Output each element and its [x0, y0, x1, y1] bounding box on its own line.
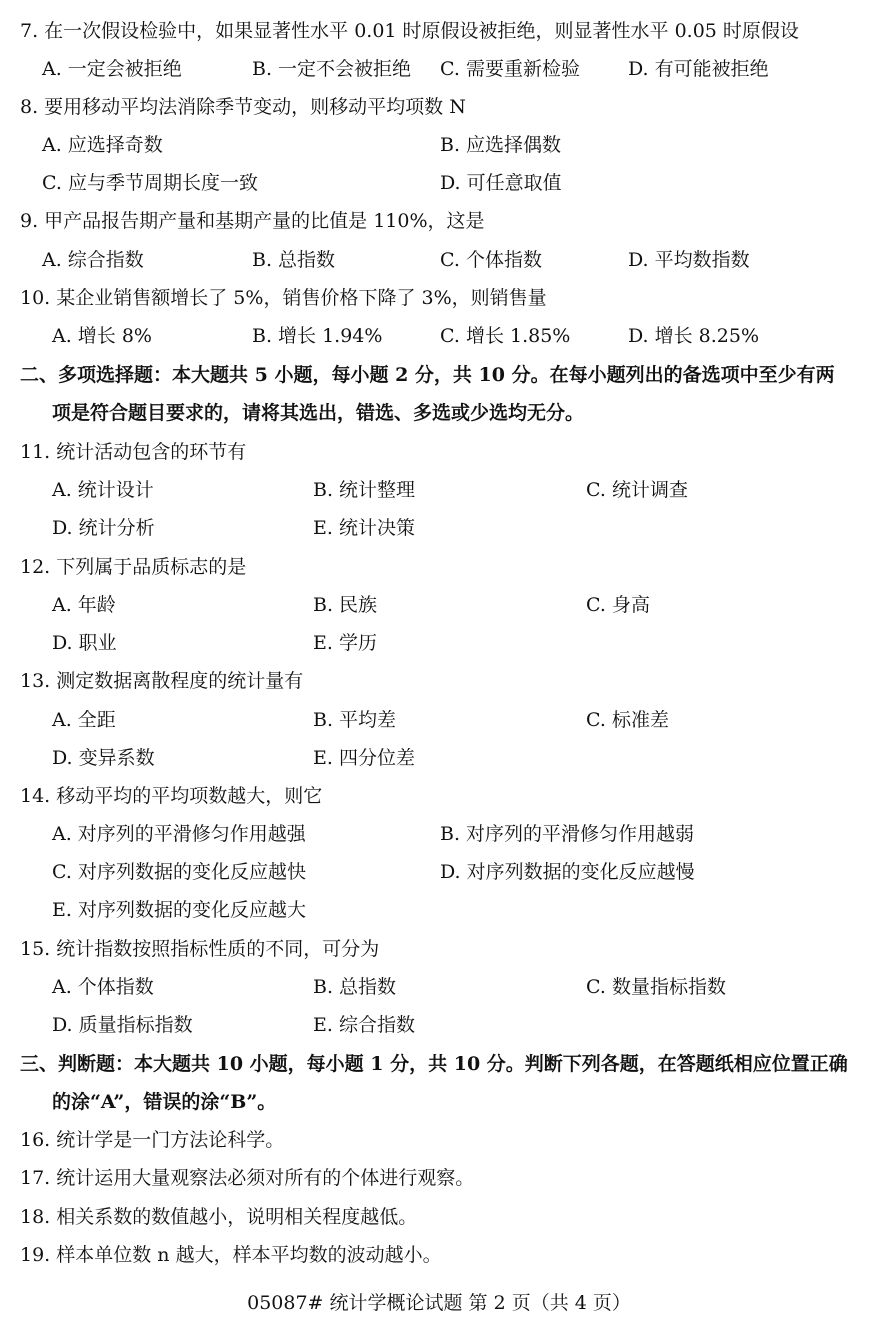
q10-option-b: B. 增长 1.94% [252, 325, 383, 347]
q7-option-c: C. 需要重新检验 [440, 58, 580, 80]
page-footer: 05087# 统计学概论试题 第 2 页（共 4 页） [247, 1292, 631, 1314]
q12-option-c: C. 身高 [586, 594, 650, 616]
q14-option-d: D. 对序列数据的变化反应越慢 [440, 861, 695, 883]
question-11: 11. 统计活动包含的环节有 [20, 441, 247, 463]
q8-option-c: C. 应与季节周期长度一致 [42, 172, 258, 194]
q7-option-b: B. 一定不会被拒绝 [252, 58, 412, 80]
q13-option-e: E. 四分位差 [313, 747, 415, 769]
q9-option-b: B. 总指数 [252, 249, 336, 271]
question-16: 16. 统计学是一门方法论科学。 [20, 1129, 285, 1151]
q12-option-d: D. 职业 [52, 632, 117, 654]
q10-option-c: C. 增长 1.85% [440, 325, 571, 347]
q14-option-a: A. 对序列的平滑修匀作用越强 [52, 823, 306, 845]
question-17: 17. 统计运用大量观察法必须对所有的个体进行观察。 [20, 1167, 475, 1189]
q8-option-a: A. 应选择奇数 [42, 134, 163, 156]
q11-option-d: D. 统计分析 [52, 517, 155, 539]
q15-option-e: E. 综合指数 [313, 1014, 415, 1036]
q14-option-c: C. 对序列数据的变化反应越快 [52, 861, 306, 883]
q14-option-b: B. 对序列的平滑修匀作用越弱 [440, 823, 695, 845]
q12-option-b: B. 民族 [313, 594, 378, 616]
q15-option-a: A. 个体指数 [52, 976, 154, 998]
question-8: 8. 要用移动平均法消除季节变动，则移动平均项数 N [20, 96, 466, 118]
q7-option-d: D. 有可能被拒绝 [628, 58, 769, 80]
q12-option-e: E. 学历 [313, 632, 377, 654]
question-10: 10. 某企业销售额增长了 5%，销售价格下降了 3%，则销售量 [20, 287, 547, 309]
q13-option-b: B. 平均差 [313, 709, 397, 731]
question-19: 19. 样本单位数 n 越大，样本平均数的波动越小。 [20, 1244, 442, 1266]
q11-option-a: A. 统计设计 [52, 479, 154, 501]
q8-option-b: B. 应选择偶数 [440, 134, 562, 156]
q9-option-a: A. 综合指数 [42, 249, 144, 271]
q15-option-d: D. 质量指标指数 [52, 1014, 193, 1036]
q9-option-d: D. 平均数指数 [628, 249, 750, 271]
question-15: 15. 统计指数按照指标性质的不同，可分为 [20, 938, 380, 960]
q11-option-b: B. 统计整理 [313, 479, 416, 501]
q11-option-e: E. 统计决策 [313, 517, 415, 539]
question-7: 7. 在一次假设检验中，如果显著性水平 0.01 时原假设被拒绝，则显著性水平 0.05 时原假设 [20, 20, 799, 42]
q11-option-c: C. 统计调查 [586, 479, 688, 501]
q9-option-c: C. 个体指数 [440, 249, 542, 271]
q7-option-a: A. 一定会被拒绝 [42, 58, 182, 80]
question-9: 9. 甲产品报告期产量和基期产量的比值是 110%，这是 [20, 210, 485, 232]
q10-option-d: D. 增长 8.25% [628, 325, 760, 347]
section-3-heading: 三、判断题：本大题共 10 小题，每小题 1 分，共 10 分。判断下列各题，在答题纸相应位置正确 [20, 1053, 848, 1075]
q10-option-a: A. 增长 8% [52, 325, 152, 347]
section-3-instructions: 的涂“A”，错误的涂“B”。 [52, 1091, 277, 1113]
q15-option-b: B. 总指数 [313, 976, 397, 998]
section-2-instructions: 项是符合题目要求的，请将其选出，错选、多选或少选均无分。 [52, 402, 585, 424]
q13-option-c: C. 标准差 [586, 709, 669, 731]
question-13: 13. 测定数据离散程度的统计量有 [20, 670, 304, 692]
q15-option-c: C. 数量指标指数 [586, 976, 726, 998]
question-14: 14. 移动平均的平均项数越大，则它 [20, 785, 323, 807]
q14-option-e: E. 对序列数据的变化反应越大 [52, 899, 306, 921]
q8-option-d: D. 可任意取值 [440, 172, 562, 194]
q12-option-a: A. 年龄 [52, 594, 116, 616]
question-12: 12. 下列属于品质标志的是 [20, 556, 247, 578]
section-2-heading: 二、多项选择题：本大题共 5 小题，每小题 2 分，共 10 分。在每小题列出的备选项中至少有两 [20, 364, 835, 386]
q13-option-d: D. 变异系数 [52, 747, 155, 769]
q13-option-a: A. 全距 [52, 709, 116, 731]
question-18: 18. 相关系数的数值越小，说明相关程度越低。 [20, 1206, 418, 1228]
